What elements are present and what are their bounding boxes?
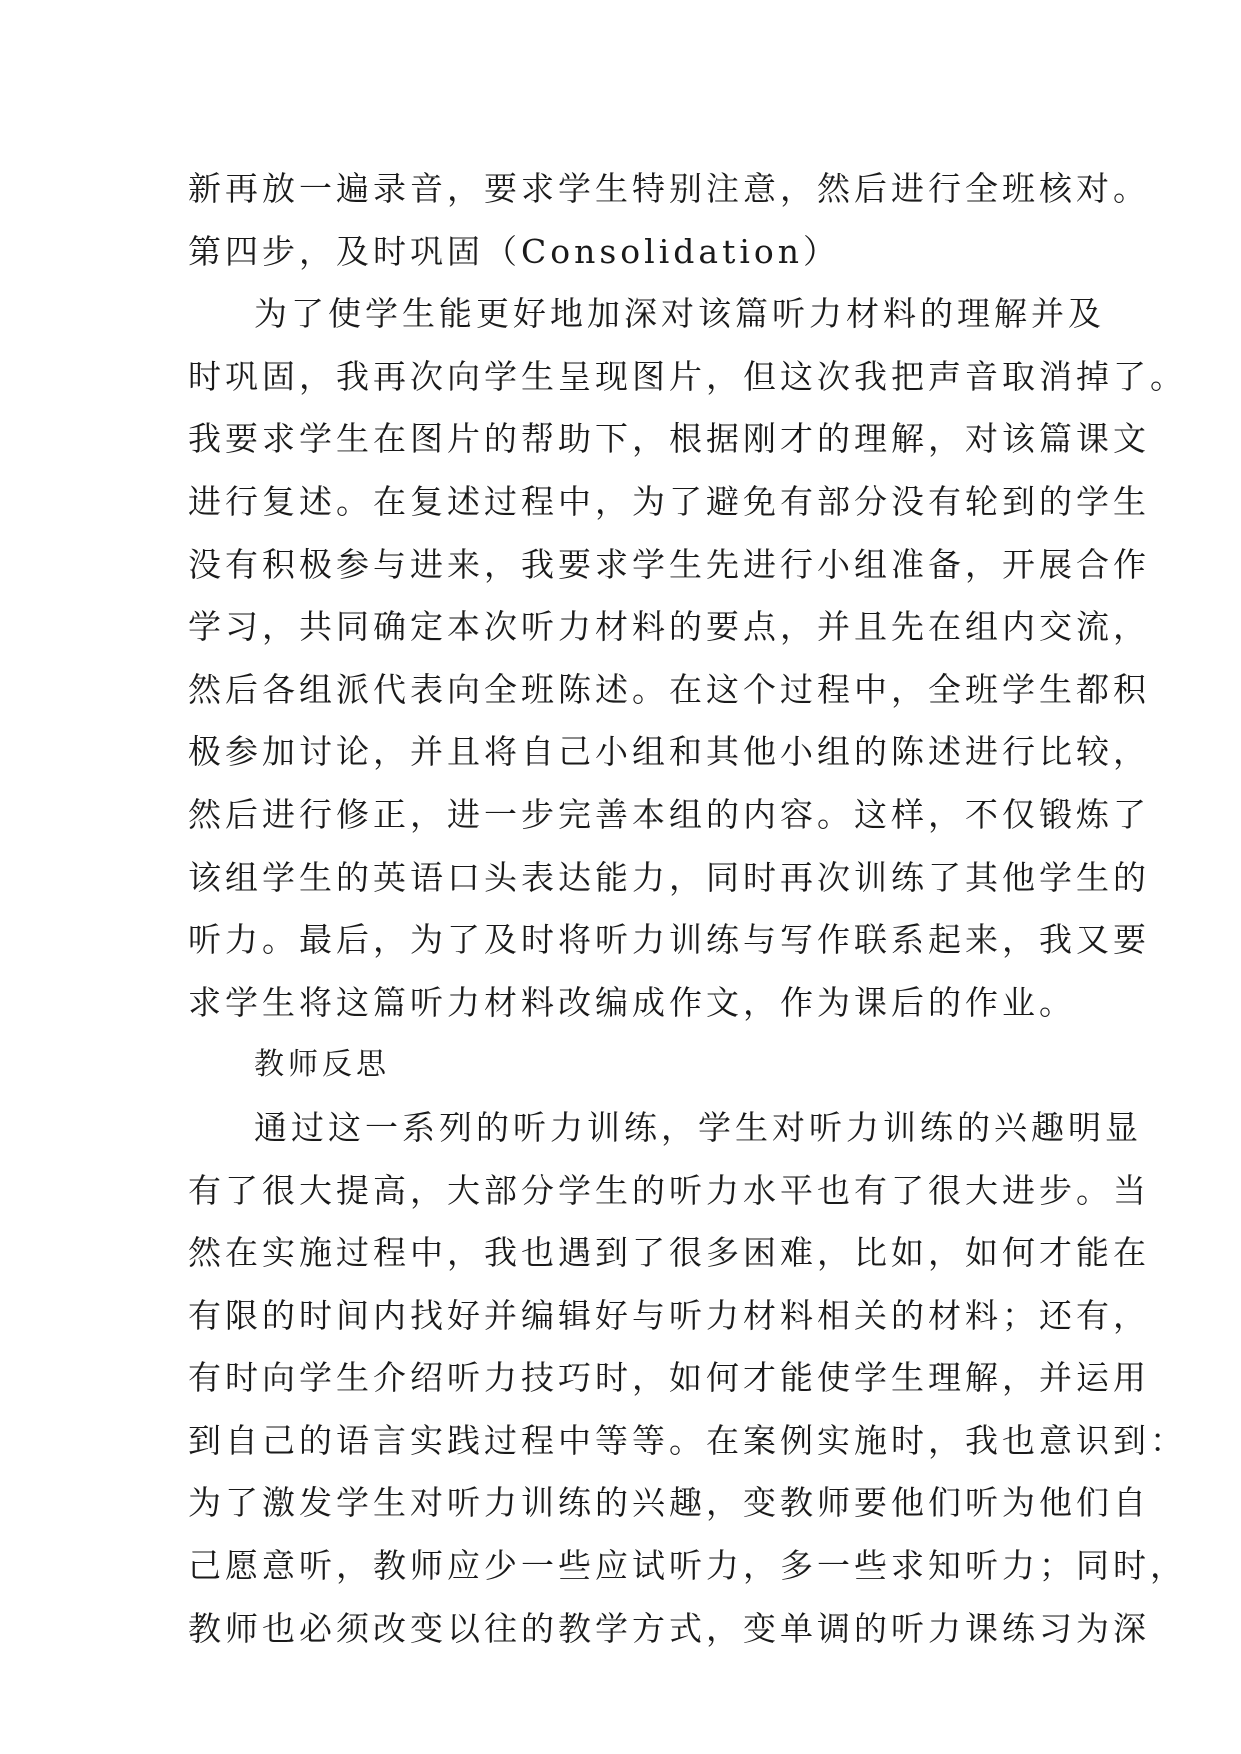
text-line: 己愿意听，教师应少一些应试听力，多一些求知听力；同时， bbox=[188, 1546, 1187, 1586]
text-line: 然在实施过程中，我也遇到了很多困难，比如，如何才能在 bbox=[188, 1233, 1150, 1273]
text-line: 听力。最后，为了及时将听力训练与写作联系起来，我又要 bbox=[188, 920, 1150, 960]
text-line: 为了激发学生对听力训练的兴趣，变教师要他们听为他们自 bbox=[188, 1483, 1150, 1523]
text-line: 没有积极参与进来，我要求学生先进行小组准备，开展合作 bbox=[188, 544, 1150, 584]
text-line: 求学生将这篇听力材料改编成作文，作为课后的作业。 bbox=[188, 982, 1076, 1022]
section-heading: 教师反思 bbox=[254, 1047, 390, 1083]
text-line: 新再放一遍录音，要求学生特别注意，然后进行全班核对。 bbox=[188, 169, 1150, 208]
text-line: 到自己的语言实践过程中等等。在案例实施时，我也意识到： bbox=[188, 1420, 1187, 1460]
paragraph-start: 通过这一系列的听力训练，学生对听力训练的兴趣明显 bbox=[254, 1107, 1142, 1147]
paragraph-start: 为了使学生能更好地加深对该篇听力材料的理解并及 bbox=[254, 294, 1105, 334]
text-line: 我要求学生在图片的帮助下，根据刚才的理解，对该篇课文 bbox=[188, 419, 1150, 459]
text-line: 该组学生的英语口头表达能力，同时再次训练了其他学生的 bbox=[188, 857, 1150, 897]
body-text bbox=[188, 158, 1187, 1660]
text-line: 进行复述。在复述过程中，为了避免有部分没有轮到的学生 bbox=[188, 481, 1150, 521]
text-line: 教师也必须改变以往的教学方式，变单调的听力课练习为深 bbox=[188, 1608, 1150, 1648]
text-line: 时巩固，我再次向学生呈现图片，但这次我把声音取消掉了。 bbox=[188, 356, 1187, 396]
text-line: 有限的时间内找好并编辑好与听力材料相关的材料；还有， bbox=[188, 1295, 1150, 1335]
text-line: 极参加讨论，并且将自己小组和其他小组的陈述进行比较， bbox=[188, 732, 1150, 772]
text-line: 然后进行修正，进一步完善本组的内容。这样，不仅锻炼了 bbox=[188, 794, 1150, 834]
step-heading: 第四步，及时巩固（Consolidation） bbox=[188, 231, 841, 271]
text-line: 有了很大提高，大部分学生的听力水平也有了很大进步。当 bbox=[188, 1170, 1150, 1210]
text-line: 然后各组派代表向全班陈述。在这个过程中，全班学生都积 bbox=[188, 669, 1150, 709]
text-line: 有时向学生介绍听力技巧时，如何才能使学生理解，并运用 bbox=[188, 1358, 1150, 1398]
text-line: 学习，共同确定本次听力材料的要点，并且先在组内交流， bbox=[188, 607, 1150, 647]
